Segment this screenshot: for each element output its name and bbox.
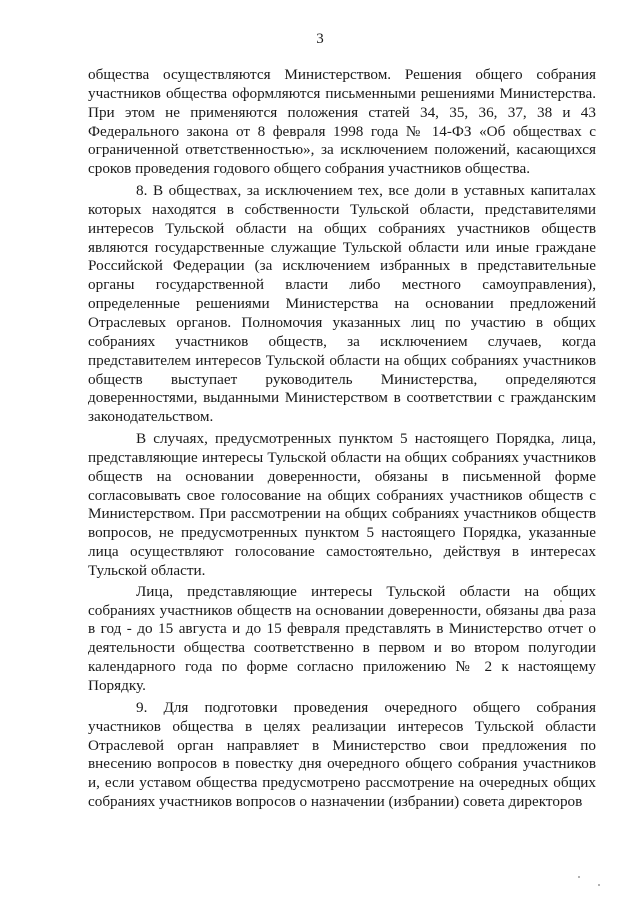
scan-speck — [578, 876, 580, 878]
paragraph-reporting: Лица, представляющие интересы Тульской области на общих собраниях участников обществ на основании доверенности, обязаны два раза в год - до 15 августа и до 15 февраля представлять в Министерство отчет о деятельности общества соответственно в первом и во втором полугодии календарного года по форме согласно приложению № 2 к настоящему Порядку. — [88, 582, 596, 694]
paragraph-voting-agreement: В случаях, предусмотренных пунктом 5 настоящего Порядка, лица, представляющие интересы Тульской области на общих собраниях участников обществ на основании доверенности, обязаны в письменной форме согласовывать свое голосование на общих собраниях участников обществ с Министерством. При рассмотрении на общих собраниях участников обществ вопросов, не предусмотренных пунктом 5 настоящего Порядка, указанные лица осуществляют голосование самостоятельно, действуя в интересах Тульской области. — [88, 430, 596, 579]
scan-speck — [598, 884, 600, 886]
scan-speck — [560, 600, 562, 602]
document-body — [88, 66, 596, 812]
page-number: 3 — [316, 31, 324, 47]
paragraph-continuation: общества осуществляются Министерством. Решения общего собрания участников общества оформляются письменными решениями Министерства. При этом не применяются положения статей 34, 35, 36, 37, 38 и 43 Федерального закона от 8 февраля 1998 года № 14-ФЗ «Об обществах с ограниченной ответственностью», за исключением положений, касающихся сроков проведения годового общего собрания участников общества. — [88, 66, 596, 178]
paragraph-item-8: 8. В обществах, за исключением тех, все доли в уставных капиталах которых находятся в собственности Тульской области, представителями интересов Тульской области на общих собраниях участников обществ являются государственные служащие Тульской области или иные граждане Российской Федерации (за исключением избранных в представительные органы государственной власти либо местного самоуправления), определенные решениями Министерства на основании предложений Отраслевых органов. Полномочия указанных лиц по участию в общих собраниях участников обществ, за исключением случаев, когда представителем интересов Тульской области на общих собраниях участников обществ выступает руководитель Министерства, определяются доверенностями, выданными Министерством в соответствии с гражданским законодательством. — [88, 182, 596, 426]
paragraph-item-9: 9. Для подготовки проведения очередного общего собрания участников общества в целях реализации интересов Тульской области Отраслевой орган направляет в Министерство свои предложения по внесению вопросов в повестку дня очередного общего собрания участников и, если уставом общества предусмотрено рассмотрение на очередных общих собраниях участников вопросов о назначении (избрании) совета директоров — [88, 698, 596, 811]
